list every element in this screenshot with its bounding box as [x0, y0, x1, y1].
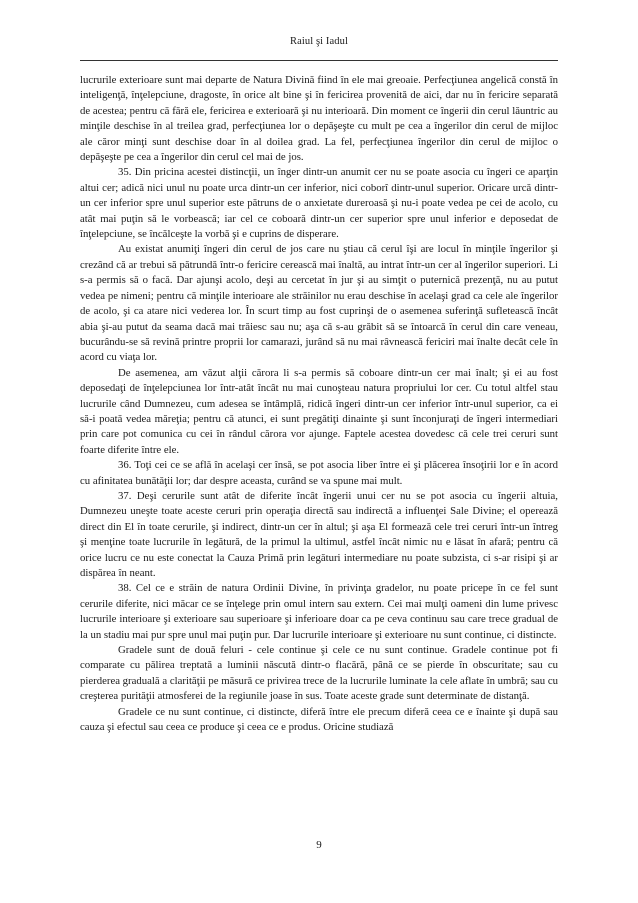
page-number: 9: [316, 839, 322, 851]
paragraph-36: 36. Toţi cei ce se află în acelaşi cer însă, se pot asocia liber între ei şi plăcerea însoţirii lor e în acord cu afinitatea bunătăţii lor; dar despre aceasta, curând se va spune mai mult.: [80, 459, 558, 487]
paragraph: Gradele ce nu sunt continue, ci distincte, diferă între ele precum diferă ceea ce e înainte şi după sau cauza şi efectul sau ceea ce produce şi ceea ce e produs. Oricine studiază: [80, 705, 558, 734]
paragraph: lucrurile exterioare sunt mai departe de Natura Divină fiind în ele mai greoaie. Perfecţiunea angelică constă în inteligenţă, înţelepciune, dragoste, în orice alt bine şi în fericirea provenită de aici, dar nu în fericire separată de acestea; pentru că fără ele, fericirea e exterioară şi nu interioară. Din moment ce îngerii din cerul lăuntric au minţile deschise în al treilea grad, perfecţiunea lor o depăşeşte cu mult pe cea a îngerilor din cerul de mijloc ale căror minţi sunt deschise doar în al doilea grad. La fel, perfecţiunea îngerilor din cerul de mijloc o depăşeşte pe cea a îngerilor din cerul cel mai de jos.: [80, 74, 558, 164]
body-text: [80, 73, 558, 735]
paragraph: Gradele sunt de două feluri - cele continue şi cele ce nu sunt continue. Gradele continue pot fi comparate cu pălirea treptată a luminii născută dintr-o flacără, până ce se pierde în obscuritate; sau cu pierderea graduală a clarităţii pe măsură ce privirea trece de la lucrurile luminate la cele aflate în umbră; sau cu creşterea purităţii atmosferei de la regiunile joase în sus. Toate aceste grade sunt determinate de distanţă.: [80, 644, 558, 703]
header-divider: [80, 60, 558, 61]
running-header: Raiul şi Iadul: [290, 36, 348, 47]
paragraph-38: 38. Cel ce e străin de natura Ordinii Divine, în privinţa gradelor, nu poate pricepe în ce fel sunt cerurile diferite, nici măcar ce se înţelege prin omul intern sau extern. Cei mai mulţi oameni din lume privesc lucrurile interioare şi exterioare sau superioare şi inferioare doar ca pe ceva continuu sau care trece gradual de la un stadiu mai pur spre unul mai puţin pur. Dar lucrurile interioare şi exterioare nu sunt continue, ci distincte.: [80, 582, 558, 641]
paragraph: De asemenea, am văzut alţii cărora li s-a permis să coboare dintr-un cer mai înalt; şi ei au fost deposedaţi de înţelepciunea lor într-atât încât nu mai cunoşteau natura propriului lor cer. Cu totul altfel stau lucrurile când Dumnezeu, cum adesea se întâmplă, ridică îngeri dintr-un cer inferior într-unul superior, ca ei să-i poată vedea măreţia; pentru că atunci, ei sunt pregătiţi dinainte şi sunt înconjuraţi de îngeri intermediari prin care pot comunica cu cei în rândul cărora vor ajunge. Faptele acestea dovedesc că cele trei ceruri sunt foarte diferite între ele.: [80, 366, 558, 456]
paragraph-37: 37. Deşi cerurile sunt atât de diferite încât îngerii unui cer nu se pot asocia cu îngerii altuia, Dumnezeu uneşte toate aceste ceruri prin operaţia directă sau indirectă a influenţei Sale Divine; el operează direct din El în toate cerurile, şi indirect, dintr-un cer în altul; şi aşa El formează cele trei ceruri într-un întreg şi menţine toate lucrurile în legătură, de la primul la ultimul, astfel încât nimic nu e lăsat în afară; pentru că orice lucru ce nu este conectat la Cauza Primă prin legături intermediare nu poate subzista, ci s-ar risipi şi ar dispărea în neant.: [80, 489, 558, 579]
paragraph-35: 35. Din pricina acestei distincţii, un înger dintr-un anumit cer nu se poate asocia cu îngeri ce aparţin altui cer; adică nici unul nu poate urca dintr-un cer inferior, nici coborî dintr-unul superior. Oricare urcă dintr-un cer inferior spre unul superior este pătruns de o anxietate dureroasă şi nu-i poate vedea pe cei de acolo, cu atât mai puţin să le vorbească; iar cel ce coboară dintr-un cer superior spre unul inferior e deposedat de înţelepciune, se încălceşte la vorbă şi e cuprins de disperare.: [80, 166, 558, 241]
paragraph: Au existat anumiţi îngeri din cerul de jos care nu ştiau că cerul îşi are locul în minţile îngerilor şi crezând că ar trebui să pătrundă într-o fericire cerească mai înaltă, au intrat într-un cer al îngerilor superiori. Li s-a permis să o facă. Dar ajunşi acolo, deşi au cercetat în jur şi au simţit o puternică prezenţă, nu au putut vedea pe nimeni; pentru că minţile interioare ale străinilor nu erau deschise în acelaşi grad ca cele ale îngerilor de acolo, şi ca atare nici vederea lor. În scurt timp au fost cuprinşi de o asemenea suferinţă sufletească încât abia şi-au putut da seama dacă mai trăiesc sau nu; aşa că s-au grăbit să se întoarcă în cerul din care veneau, bucurându-se să revină printre proprii lor camarazi, jurând să nu mai râvnească fericiri mai înalte decât cele în acord cu viaţa lor.: [80, 243, 558, 364]
